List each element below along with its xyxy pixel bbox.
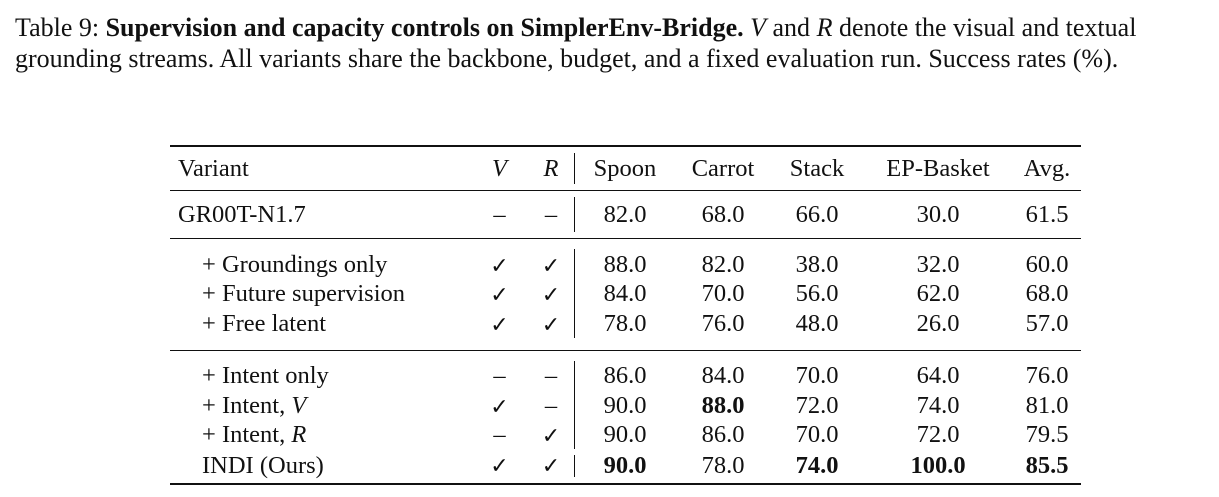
row-avg: 68.0 — [1025, 280, 1069, 307]
check-icon: ✓ — [527, 308, 575, 350]
check-icon: ✓ — [527, 449, 575, 484]
row-variant-prefix: + Intent, — [202, 421, 286, 448]
row-r: – — [527, 191, 575, 239]
header-avg: Avg. — [1013, 146, 1081, 191]
row-stack: 74.0 — [795, 452, 839, 479]
row-ep-basket: 62.0 — [916, 280, 960, 307]
row-carrot: 78.0 — [701, 452, 745, 479]
row-variant-prefix: + Intent, — [202, 391, 286, 419]
row-ep-basket: 30.0 — [863, 191, 1013, 239]
row-variant: GR00T-N1.7 — [170, 191, 472, 239]
row-ep-basket: 26.0 — [863, 308, 1013, 350]
header-spoon: Spoon — [575, 146, 675, 191]
row-variant: + Future supervision — [202, 280, 405, 307]
row-variant-var: V — [291, 391, 307, 419]
check-icon: ✓ — [490, 453, 509, 479]
row-avg: 79.5 — [1025, 421, 1069, 448]
row-variant: + Intent only — [202, 362, 329, 389]
row-carrot: 86.0 — [701, 421, 745, 448]
row-avg: 60.0 — [1025, 250, 1069, 278]
caption-and: and — [772, 13, 811, 42]
table-row — [170, 239, 1081, 279]
row-variant — [170, 449, 472, 484]
row-stack: 70.0 — [795, 421, 839, 448]
results-table — [170, 145, 1081, 485]
caption-var-r: R — [816, 13, 833, 42]
table-row — [170, 350, 1081, 390]
row-carrot: 76.0 — [675, 308, 771, 350]
row-ep-basket: 100.0 — [910, 452, 966, 479]
row-stack: 72.0 — [795, 391, 839, 419]
header-ep-basket: EP-Basket — [863, 146, 1013, 191]
row-spoon: 88.0 — [603, 250, 647, 278]
row-avg: 85.5 — [1025, 452, 1069, 479]
table-row — [170, 390, 1081, 420]
header-carrot: Carrot — [675, 146, 771, 191]
row-carrot: 68.0 — [675, 191, 771, 239]
row-r: – — [527, 350, 575, 390]
caption-label: Table 9: — [15, 13, 100, 42]
check-icon: ✓ — [490, 253, 509, 279]
check-icon: ✓ — [490, 283, 509, 308]
caption-title: Supervision and capacity controls on SimplerEnv-Bridge. — [105, 13, 744, 42]
check-icon: ✓ — [527, 279, 575, 309]
row-avg: 57.0 — [1013, 308, 1081, 350]
row-r: – — [527, 390, 575, 420]
row-stack: 66.0 — [771, 191, 863, 239]
row-avg: 61.5 — [1013, 191, 1081, 239]
row-v: – — [493, 362, 506, 389]
row-avg: 76.0 — [1025, 362, 1069, 389]
row-spoon: 86.0 — [603, 362, 647, 389]
row-v: – — [493, 421, 506, 448]
table-row — [170, 420, 1081, 450]
row-v: – — [472, 191, 527, 239]
row-variant — [170, 420, 472, 450]
table-header-row — [170, 146, 1081, 191]
table-row-baseline — [170, 191, 1081, 239]
check-icon: ✓ — [527, 420, 575, 450]
row-spoon: 90.0 — [603, 421, 647, 448]
row-spoon: 82.0 — [575, 191, 675, 239]
row-ep-basket: 72.0 — [916, 421, 960, 448]
header-v: V — [472, 146, 527, 191]
row-carrot: 70.0 — [701, 280, 745, 307]
row-variant — [170, 390, 472, 420]
row-spoon: 78.0 — [575, 308, 675, 350]
table-row — [170, 279, 1081, 309]
method-suffix: (Ours) — [259, 452, 324, 479]
check-icon: ✓ — [490, 394, 509, 420]
caption-description: denote the visual and textual grounding streams. All variants share the backbone, budget, and a fixed evaluation run. Success rates (%). — [15, 13, 1137, 73]
header-variant: Variant — [170, 146, 472, 191]
row-stack: 70.0 — [795, 362, 839, 389]
row-stack: 56.0 — [795, 280, 839, 307]
row-spoon: 84.0 — [603, 280, 647, 307]
method-name: INDI — [202, 452, 254, 479]
row-variant: + Free latent — [170, 308, 472, 350]
row-ep-basket: 32.0 — [916, 250, 960, 278]
row-stack: 38.0 — [795, 250, 839, 278]
table-caption — [15, 12, 1210, 74]
check-icon: ✓ — [472, 308, 527, 350]
row-avg: 81.0 — [1025, 391, 1069, 419]
row-variant-var: R — [291, 421, 307, 448]
table-row-ours — [170, 449, 1081, 484]
header-stack: Stack — [771, 146, 863, 191]
row-variant: + Groundings only — [202, 250, 388, 278]
header-r: R — [527, 146, 575, 191]
table-row — [170, 308, 1081, 350]
row-carrot: 88.0 — [701, 391, 745, 419]
row-spoon: 90.0 — [603, 391, 647, 419]
row-spoon: 90.0 — [603, 452, 647, 479]
row-carrot: 82.0 — [701, 250, 745, 278]
row-carrot: 84.0 — [701, 362, 745, 389]
check-icon: ✓ — [527, 239, 575, 279]
row-ep-basket: 64.0 — [916, 362, 960, 389]
row-ep-basket: 74.0 — [916, 391, 960, 419]
caption-var-v: V — [750, 13, 767, 42]
row-stack: 48.0 — [771, 308, 863, 350]
